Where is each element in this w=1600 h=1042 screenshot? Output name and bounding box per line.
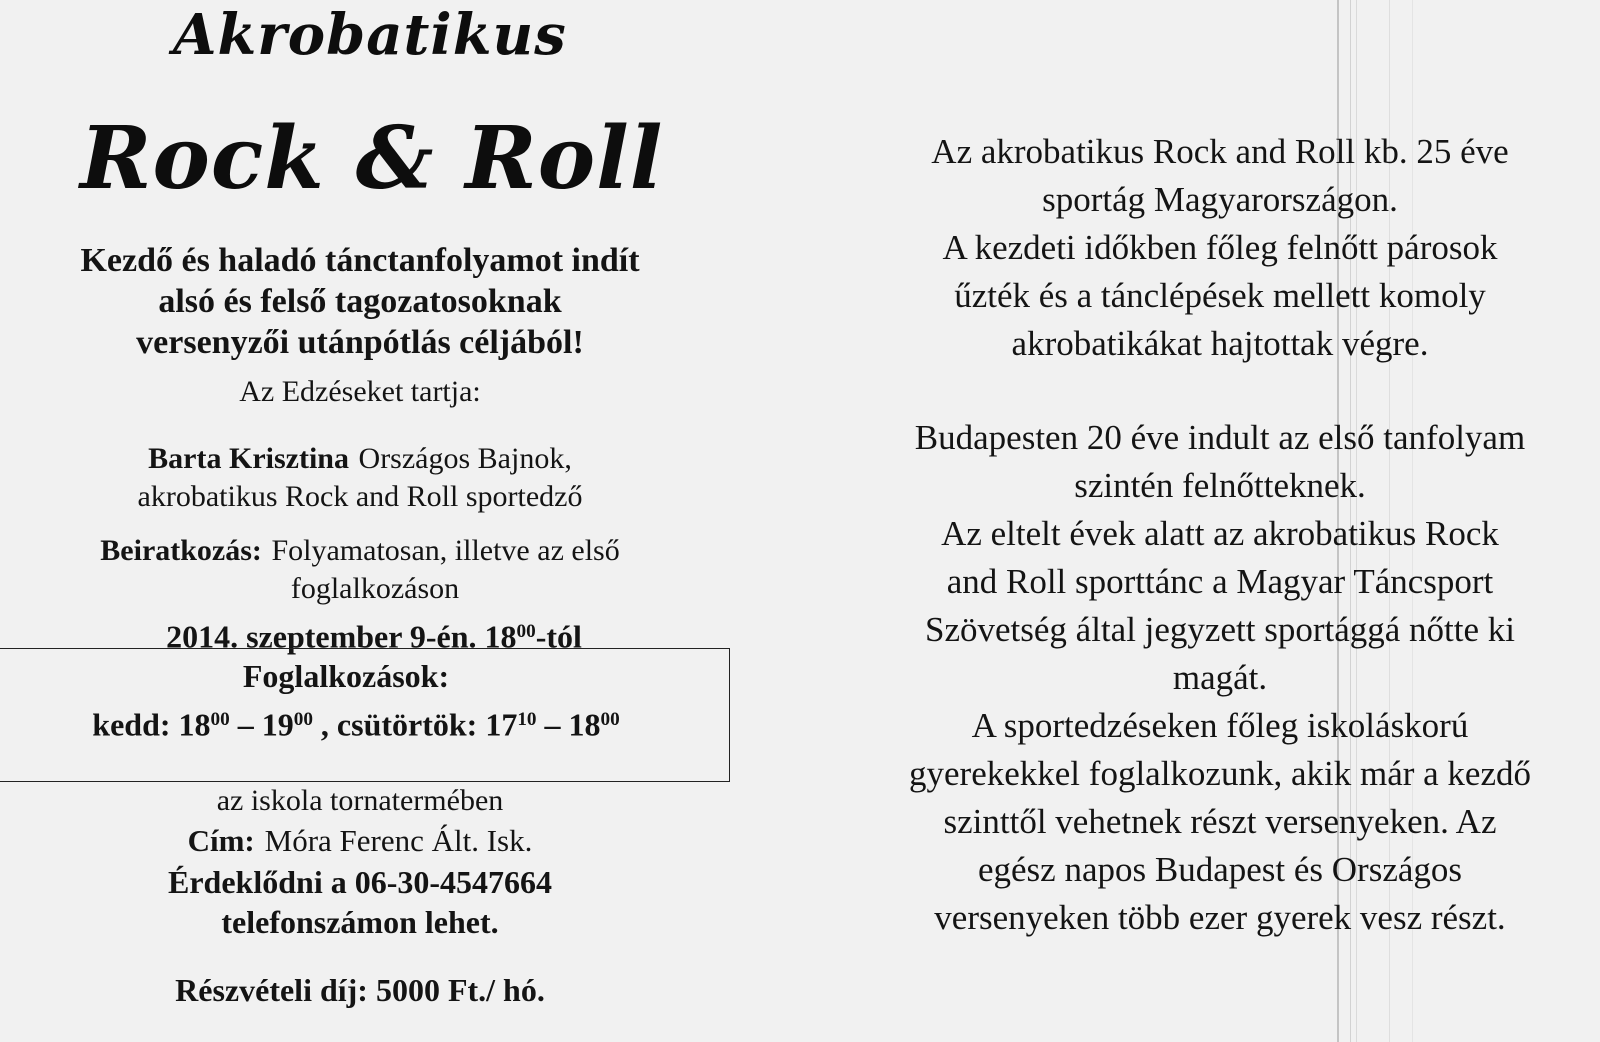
budapest-line: szinttől vehetnek részt versenyeken. Az bbox=[943, 802, 1497, 841]
trainer-info bbox=[0, 440, 720, 516]
address-label: Cím: bbox=[187, 823, 255, 858]
budapest-line: A sportedzéseken főleg iskoláskorú bbox=[971, 706, 1469, 745]
intro-line: Kezdő és haladó tánctanfolyamot indít bbox=[80, 242, 640, 279]
participation-fee: Részvételi díj: 5000 Ft./ hó. bbox=[175, 972, 545, 1008]
budapest-line: egész napos Budapest és Országos bbox=[977, 850, 1463, 889]
budapest-line: Szövetség által jegyzett sportággá nőtte ki bbox=[925, 610, 1515, 649]
history-line: Az akrobatikus Rock and Roll kb. 25 éve bbox=[931, 132, 1509, 171]
enroll-text: Folyamatosan, illetve az első bbox=[271, 534, 620, 567]
schedule-times: kedd: $18^{00} - 19^{00}$ , csütörtök: $17^{10} - 18^{00}$ bbox=[92, 706, 620, 743]
address bbox=[0, 822, 720, 860]
intro-line: versenyzői utánpótlás céljából! bbox=[136, 324, 584, 361]
start-date: 2014. szeptember 9-én. $18^{00}$-tól bbox=[166, 618, 582, 655]
budapest-line: and Roll sporttánc a Magyar Táncsport bbox=[946, 562, 1494, 601]
history-line: akrobatikákat hajtottak végre. bbox=[1011, 324, 1429, 363]
intro-line: alsó és felső tagozatosoknak bbox=[158, 283, 562, 320]
enroll-text-2: foglalkozáson bbox=[290, 572, 460, 605]
budapest-line: Budapesten 20 éve indult az első tanfolyam bbox=[914, 418, 1526, 457]
history-paragraph bbox=[845, 128, 1595, 368]
intro-text bbox=[0, 240, 720, 363]
flyer-left-column bbox=[0, 0, 760, 1042]
budapest-line: szintén felnőtteknek. bbox=[1074, 466, 1366, 505]
history-line: űzték és a tánclépések mellett komoly bbox=[954, 276, 1486, 315]
enrollment-info bbox=[0, 532, 720, 608]
title-rock-and-roll: Rock & Roll bbox=[80, 108, 664, 209]
address-text: Móra Ferenc Ált. Isk. bbox=[264, 823, 533, 858]
budapest-paragraph bbox=[845, 414, 1595, 942]
title-akrobatikus: Akrobatikus bbox=[173, 2, 567, 68]
trainer-label: Az Edzéseket tartja: bbox=[239, 375, 481, 408]
flyer-right-column bbox=[845, 128, 1595, 942]
schedule-heading: Foglalkozások: bbox=[242, 658, 450, 694]
budapest-line: Az eltelt évek alatt az akrobatikus Rock bbox=[941, 514, 1499, 553]
enroll-label: Beiratkozás: bbox=[100, 534, 262, 567]
budapest-line: gyerekekkel foglalkozunk, akik már a kezdő bbox=[909, 754, 1531, 793]
trainer-name: Barta Krisztina bbox=[148, 442, 349, 475]
budapest-line: magát. bbox=[1172, 658, 1268, 697]
trainer-role: akrobatikus Rock and Roll sportedző bbox=[137, 480, 583, 513]
trainer-title: Országos Bajnok, bbox=[358, 442, 572, 475]
contact-phone: Érdeklődni a 06-30-4547664 telefonszámon lehet. bbox=[167, 864, 553, 940]
history-line: A kezdeti időkben főleg felnőtt párosok bbox=[942, 228, 1498, 267]
budapest-line: versenyeken több ezer gyerek vesz részt. bbox=[934, 898, 1506, 937]
history-line: sportág Magyarországon. bbox=[1042, 180, 1398, 219]
venue: az iskola tornatermében bbox=[216, 784, 504, 817]
